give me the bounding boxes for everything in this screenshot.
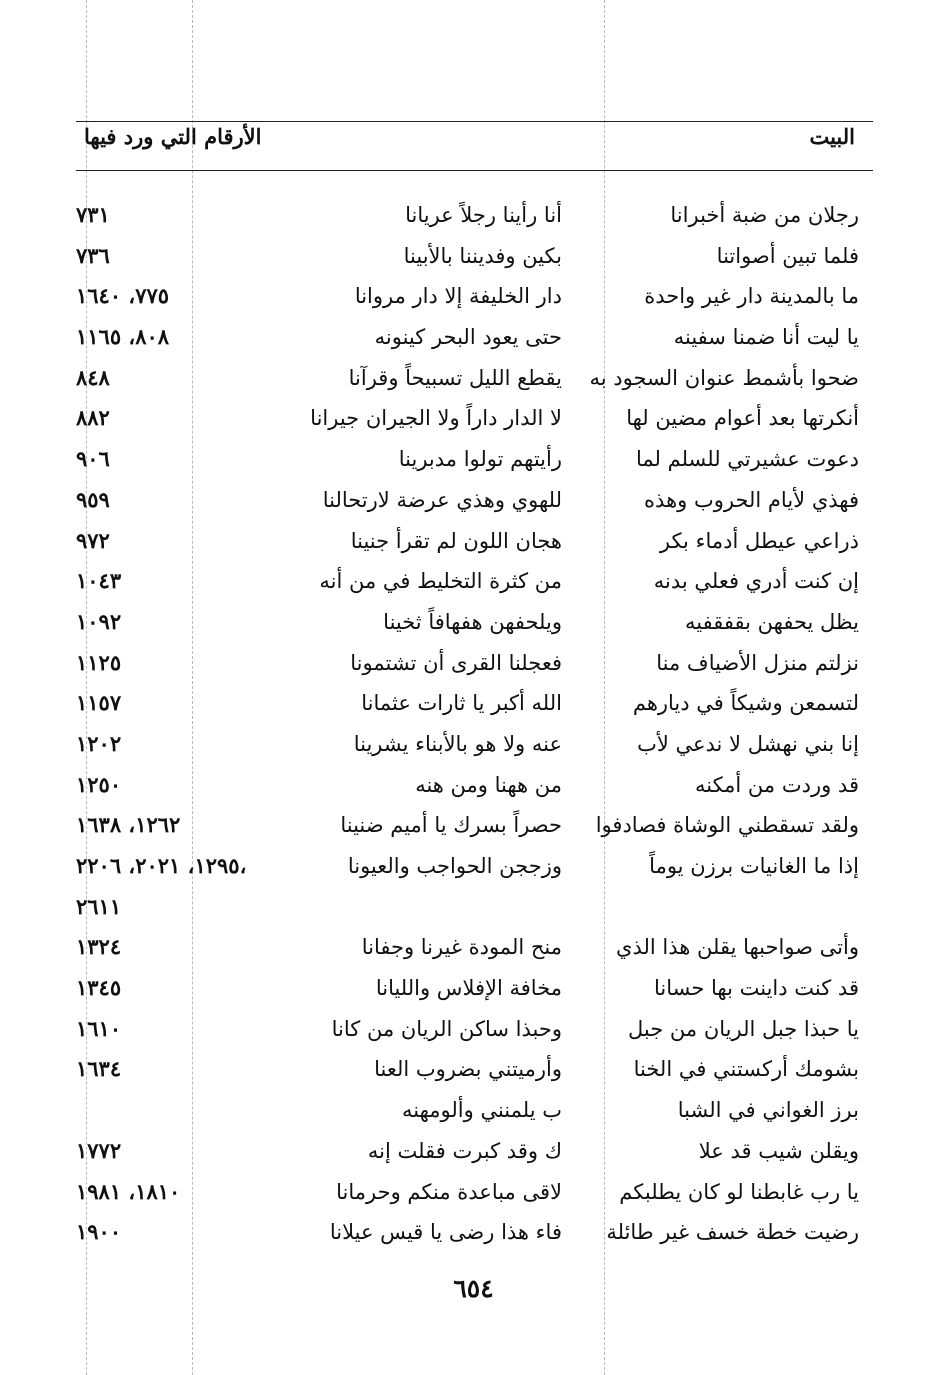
verse-second-hemistich: لا الدار داراً ولا الجيران جيرانا [310, 406, 562, 431]
list-item [76, 237, 873, 278]
verse-first-hemistich: إن كنت أدري فعلي بدنه [653, 569, 859, 594]
verse-first-hemistich: يظل يحفهن بقفقفيه [685, 609, 859, 634]
occurrence-numbers: ١٠٤٣ [76, 568, 122, 594]
verse-second-hemistich: منح المودة غيرنا وجفانا [361, 935, 562, 960]
list-item [76, 644, 873, 685]
occurrence-numbers: ١٧٧٢ [76, 1137, 122, 1163]
list-item [76, 1173, 873, 1214]
verse-first-hemistich: لتسمعن وشيكاً في ديارهم [632, 691, 859, 716]
list-item [76, 440, 873, 481]
verse-first-hemistich: ذراعي عيطل أدماء بكر [659, 528, 859, 553]
verse-first-hemistich: يا رب غابطنا لو كان يطلبكم [619, 1179, 859, 1204]
verse-first-hemistich: إذا ما الغانيات برزن يوماً [649, 854, 859, 878]
occurrence-numbers: ٩٧٢ [76, 527, 110, 553]
list-item [76, 277, 873, 318]
occurrence-numbers: ١٠٩٢ [76, 608, 122, 634]
verse-second-hemistich: حصراً بسرك يا أميم ضنينا [340, 813, 562, 838]
occurrence-numbers: ١٦١٠ [76, 1015, 122, 1041]
list-item [76, 1091, 873, 1132]
verse-first-hemistich: ولقد تسقطني الوشاة فصادفوا [595, 813, 859, 838]
verse-second-hemistich: ويلحفهن هفهافاً ثخينا [383, 609, 562, 634]
list-item [76, 1213, 873, 1254]
verse-first-hemistich: برز الغواني في الشبا [677, 1098, 859, 1123]
verse-second-hemistich: حتى يعود البحر كينونه [374, 325, 562, 350]
occurrence-numbers: ١٩٠٠ [76, 1219, 122, 1245]
occurrence-numbers: ٨٤٨ [76, 364, 110, 390]
occurrence-numbers: ٧٣٦ [76, 242, 110, 268]
numbers-column-header: الأرقام التي ورد فيها [84, 124, 262, 149]
verse-second-hemistich: الله أكبر يا ثارات عثمانا [361, 691, 562, 716]
list-item [76, 562, 873, 603]
verse-first-hemistich: رضيت خطة خسف غير طائلة [606, 1220, 859, 1245]
header-bottom-rule [76, 170, 873, 171]
list-item [76, 318, 873, 359]
header-top-rule [76, 121, 873, 122]
occurrence-numbers: ١١٢٥ [76, 649, 122, 675]
verse-second-hemistich: وزججن الحواجب والعيونا [347, 854, 562, 878]
verse-second-hemistich: فاء هذا رضى يا قيس عيلانا [329, 1220, 562, 1245]
verse-second-hemistich: من كثرة التخليط في من أنه [319, 569, 562, 594]
verse-second-hemistich: أنا رأينا رجلاً عريانا [405, 203, 562, 227]
verse-first-hemistich: قد كنت داينت بها حسانا [654, 976, 859, 1001]
occurrence-numbers: ٩٠٦ [76, 446, 110, 472]
list-item [76, 766, 873, 807]
occurrence-numbers: ١١٥٧ [76, 690, 122, 716]
verse-first-hemistich: فهذي لأيام الحروب وهذه [644, 487, 859, 512]
verse-first-hemistich: ضحوا بأشمط عنوان السجود به [589, 365, 859, 390]
verse-second-hemistich: مخافة الإفلاس والليانا [375, 976, 562, 1001]
occurrence-numbers: ١٣٤٥ [76, 975, 122, 1001]
occurrence-numbers: ١٢٠٢ [76, 730, 122, 756]
list-item [76, 359, 873, 400]
verse-second-hemistich: عنه ولا هو بالأبناء يشرينا [353, 731, 562, 756]
list-item [76, 603, 873, 644]
occurrence-numbers: ١٢٦٢، ١٦٣٨ [76, 812, 181, 838]
verse-second-hemistich: من ههنا ومن هنه [415, 772, 562, 797]
verse-first-hemistich: فلما تبين أصواتنا [716, 243, 859, 268]
verse-first-hemistich: ما بالمدينة دار غير واحدة [644, 284, 859, 309]
list-item [76, 522, 873, 563]
occurrence-numbers: ١٨١٠، ١٩٨١ [76, 1178, 181, 1204]
occurrence-numbers: ١٣٢٤ [76, 934, 122, 960]
verse-first-hemistich: ويقلن شيب قد علا [698, 1138, 859, 1163]
occurrence-numbers: ٧٧٥، ١٦٤٠ [76, 283, 170, 309]
verse-second-hemistich: وأرميتني بضروب العنا [374, 1057, 562, 1082]
verse-second-hemistich: ك وقد كبرت فقلت إنه [367, 1138, 562, 1163]
verse-second-hemistich: بكين وفديننا بالأبينا [403, 243, 562, 268]
list-item [76, 969, 873, 1010]
list-item [76, 196, 873, 237]
verse-first-hemistich: قد وردت من أمكنه [694, 772, 859, 797]
verse-second-hemistich: دار الخليفة إلا دار مروانا [354, 284, 562, 309]
verse-first-hemistich: يا حبذا جبل الريان من جبل [628, 1016, 859, 1041]
verse-first-hemistich: أنكرتها بعد أعوام مضين لها [626, 406, 859, 431]
list-item [76, 684, 873, 725]
occurrence-numbers: ١٦٣٤ [76, 1056, 122, 1082]
list-item [76, 1050, 873, 1091]
occurrence-numbers: ٧٣١ [76, 202, 110, 227]
verse-index-list [76, 196, 873, 1254]
verse-second-hemistich: هجان اللون لم تقرأ جنينا [350, 528, 562, 553]
verse-first-hemistich: بشومك أركستني في الخنا [633, 1057, 859, 1082]
verse-first-hemistich: وأتى صواحبها يقلن هذا الذي [616, 935, 859, 960]
list-item [76, 481, 873, 522]
list-item [76, 399, 873, 440]
page-number: ٦٥٤ [453, 1274, 494, 1303]
list-item [76, 928, 873, 969]
list-item [76, 806, 873, 847]
list-item [76, 725, 873, 766]
occurrence-numbers: ١٢٥٠ [76, 771, 122, 797]
list-item [76, 847, 873, 888]
list-item [76, 1010, 873, 1051]
verse-column-header: البيت [809, 124, 855, 149]
occurrence-numbers: ٢٦١١ [76, 893, 122, 919]
list-item [76, 1132, 873, 1173]
verse-first-hemistich: إنا بني نهشل لا ندعي لأب [637, 731, 859, 756]
verse-first-hemistich: يا ليت أنا ضمنا سفينه [673, 325, 859, 350]
verse-first-hemistich: رجلان من ضبة أخبرانا [670, 203, 859, 227]
occurrence-numbers: ١٢٩٥، ٢٠٢١، ٢٢٠٦، [76, 853, 247, 878]
list-item [76, 888, 873, 929]
verse-second-hemistich: لاقى مباعدة منكم وحرمانا [336, 1179, 562, 1204]
verse-second-hemistich: ب يلمنني وألومهنه [402, 1098, 562, 1123]
verse-first-hemistich: نزلتم منزل الأضياف منا [656, 650, 859, 675]
occurrence-numbers: ٩٥٩ [76, 486, 110, 512]
verse-second-hemistich: يقطع الليل تسبيحاً وقرآنا [348, 365, 562, 390]
verse-second-hemistich: للهوي وهذي عرضة لارتحالنا [322, 487, 562, 512]
occurrence-numbers: ٨٨٢ [76, 405, 110, 431]
occurrence-numbers: ٨٠٨، ١١٦٥ [76, 324, 170, 350]
verse-second-hemistich: فعجلنا القرى أن تشتمونا [350, 650, 562, 675]
verse-second-hemistich: رأيتهم تولوا مدبرينا [398, 447, 562, 472]
verse-second-hemistich: وحبذا ساكن الريان من كانا [331, 1016, 562, 1041]
verse-first-hemistich: دعوت عشيرتي للسلم لما [635, 447, 859, 472]
